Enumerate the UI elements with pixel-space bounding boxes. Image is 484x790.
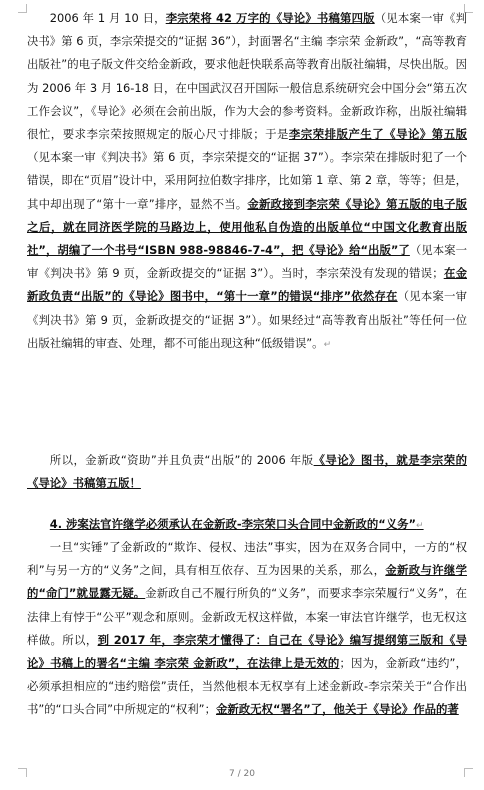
p1-evidence-note: （见本案一审《判决书》第 9 页，金新政提交的“证据 3”）。当时，李宗荣没有发现的错误； bbox=[27, 243, 467, 281]
p2-lead: 所以，金新政“资助”并且负责“出版”的 2006 年版 bbox=[49, 453, 314, 467]
section-heading-text: 4. 涉案法官许继学必须承认在金新政-李宗荣口头合同中金新政的“义务” bbox=[49, 517, 417, 531]
paragraph-2 bbox=[27, 449, 467, 495]
p1-forged-publisher: 金新政接到李宗荣《导论》第五版的电子版之后，就在同济医学院的马路边上，使用他私自伪造的出版单位“中国文化教育出版社”，胡编了一个书号“ISBN 988-98846-7-4”，把《导论》给“出版”了 bbox=[27, 196, 467, 258]
paragraph-2-block bbox=[27, 449, 467, 495]
paragraph-mark: ↵ bbox=[323, 339, 332, 350]
p1-typesetting-error: （见本案一审《判决书》第 6 页，李宗荣提交的“证据 37”）。李宗荣在排版时犯了一个错误，即在“页眉”设计中，采用阿拉伯数字排序，比如第 1 章、第 2 章，等等；但是，其中却出现了“第十一章”排序，显然不当。 bbox=[27, 150, 467, 211]
heading-paragraph-mark: ↵ bbox=[416, 521, 424, 531]
p3-breach: ；因为，金新政“违约”，必须承担相应的“违约赔偿”责任，当然他根本无权享有上述金新政-李宗荣关于“合作出书”的“口头合同”中所规定的“权利”； bbox=[27, 656, 467, 717]
p1-submission-details: （见本案一审《判决书》第 6 页，李宗荣提交的“证据 36”），封面署名“主编 李宗荣 金新政”，“高等教育出版社”的电子版文件交给金新政，要求他赶快联系高等教育出版社编辑，尽快出版。因为 2006 年 3 月 16-18 日，在中国武汉召开国际一般信息系统研究会中国分会“第五次工作会议”，《导论》必须在会前出版，作为大会的参考资料。金新政诈称，出版社编辑很忙，要求李宗荣按照规定的版心尺寸排版；于是 bbox=[27, 11, 467, 142]
p3-signature-invalid: 到 2017 年，李宗荣才懂得了：自己在《导论》编写提纲第三版和《导论》书稿上的署名“主编 李宗荣 金新政”，在法律上是无效的 bbox=[27, 632, 467, 671]
p1-date: 2006 年 1 月 10 日， bbox=[49, 11, 166, 25]
paragraph-3 bbox=[27, 536, 467, 722]
p1-conclusion: （见本案一审《判决书》第 9 页，金新政提交的“证据 3”）。如果经过“高等教育出版社”等任何一位出版社编辑的审查、处理，都不可能出现这种“低级错误”。 bbox=[27, 289, 467, 350]
page-number: 7 / 20 bbox=[229, 769, 255, 779]
p3-no-right: 金新政无权“署名”了，他关于《导论》作品的著 bbox=[215, 702, 459, 717]
p1-error-persists: 在金新政负责“出版”的《导论》图书中，“第十一章”的错误“排序”依然存在 bbox=[27, 266, 467, 304]
p1-draft-fourth-edition: 李宗荣将 42 万字的《导论》书稿第四版 bbox=[165, 11, 375, 25]
paragraph-1-block bbox=[27, 7, 467, 357]
p1-fifth-edition: 李宗荣排版产生了《导论》第五版 bbox=[288, 127, 467, 142]
margin-corner-top-left bbox=[18, 4, 27, 13]
paragraph-1 bbox=[27, 7, 467, 357]
paragraph-3-block bbox=[27, 536, 467, 722]
section-heading bbox=[27, 513, 467, 538]
p2-claim: 《导论》图书，就是李宗荣的《导论》书稿第五版！ bbox=[27, 453, 467, 491]
p3-weakness: 金新政与许继学的“命门”就显露无疑。 bbox=[27, 563, 467, 601]
p3-intro: 一旦“实锤”了金新政的“欺诈、侵权、违法”事实，因为在双务合同中，一方的“权利”与另一方的“义务”之间，具有相互依存、互为因果的关系，那么， bbox=[27, 540, 467, 578]
p3-fairness: 金新政自己不履行所负的“义务”，而要求李宗荣履行“义务”，在法律上有悖于“公平”观念和原则。金新政无权这样做，本案一审法官许继学，也无权这样做。所以， bbox=[27, 586, 467, 647]
